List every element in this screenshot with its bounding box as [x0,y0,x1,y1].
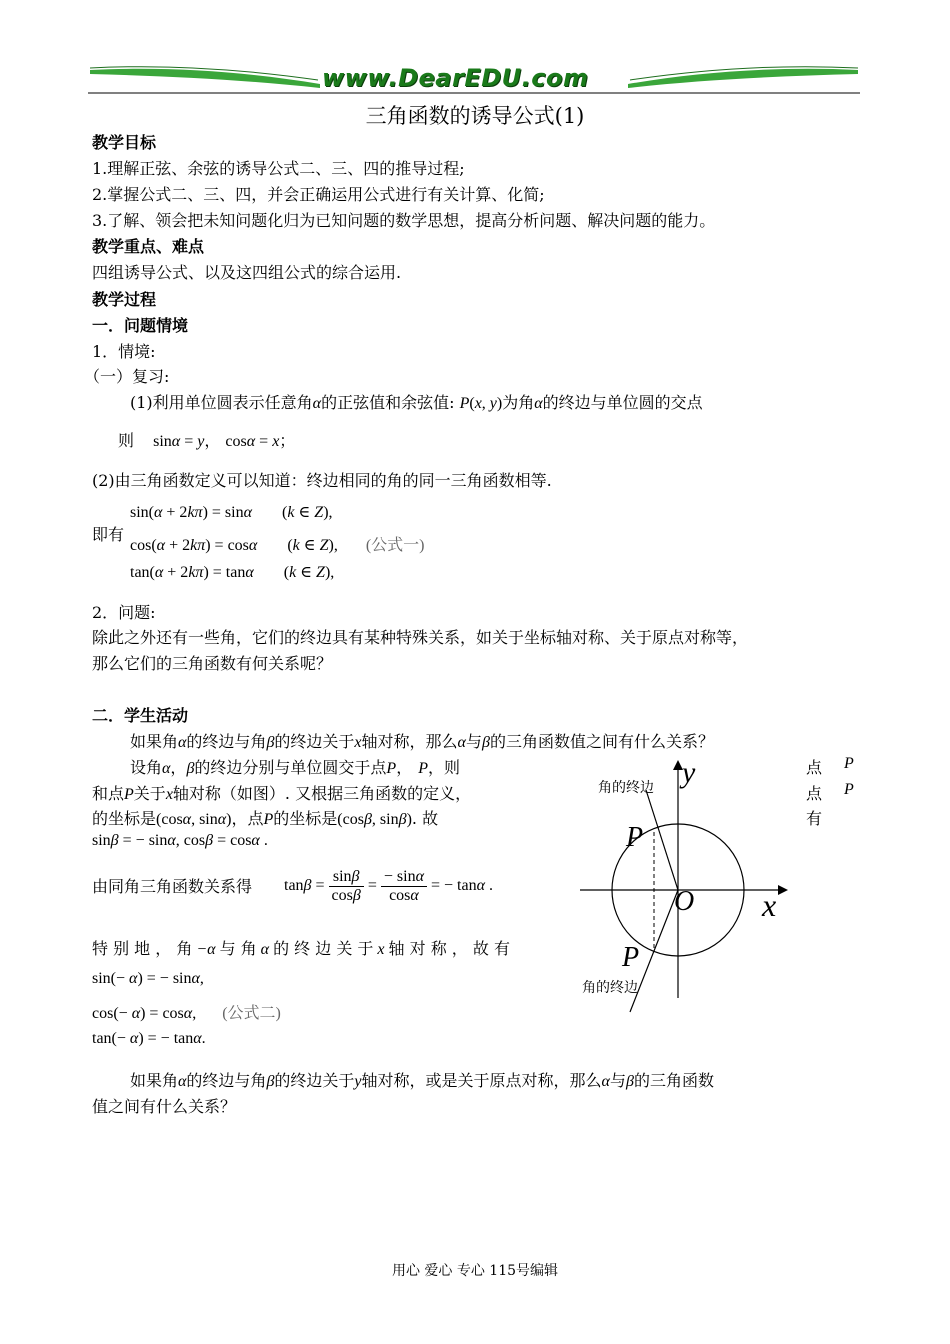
last-question-2: 值之间有什么关系？ [92,1097,237,1116]
p-label-bottom: P [622,942,640,973]
formula2-tan: tan(− α) = − tanα. [92,1030,206,1047]
review-line-1: (1)利用单位圆表示任意角α的正弦值和余弦值: P(x, y)为角α的终边与单位圆的交点 [130,393,703,412]
right-col-p: P [844,781,854,798]
formula2-sin: sin(− α) = − sinα, [92,970,204,987]
formula-sin: sin(α + 2kπ) = sinα (k ∈ Z), [130,504,333,521]
right-col-word: 点 [806,784,823,803]
goal-heading: 教学目标 [92,133,157,152]
right-col-p: P [844,755,854,772]
x-label: x [762,887,777,923]
terminal-label-top: 角的终边 [598,780,654,796]
unit-circle-diagram [570,760,810,1020]
right-col-word: 点 [806,758,823,777]
result-line: sinβ = − sinα, cosβ = cosα . [92,832,268,849]
review-label: （一）复习: [84,367,170,386]
special-line: 特 别 地 ， 角 −α 与 角 α 的 终 边 关 于 x 轴 对 称 ， 故 有 [92,939,510,958]
key-text: 四组诱导公式、以及这四组公式的综合运用. [92,263,402,282]
question-text: 除此之外还有一些角，它们的终边具有某种特殊关系，如关于坐标轴对称、关于原点对称等， [92,628,749,647]
key-heading: 教学重点、难点 [92,237,205,256]
ie-label: 即有 [92,525,125,544]
goal-item: 3.了解、领会把未知问题化归为已知问题的数学思想，提高分析问题、解决问题的能力。 [92,211,716,230]
same-angle-label: 由同角三角函数关系得 [92,877,253,896]
terminal-side-top [646,790,678,890]
page-footer: 用心 爱心 专心 115号编辑 [391,1263,559,1279]
formula2-cos: cos(− α) = cosα, (公式二) [92,1005,281,1022]
right-col-word: 有 [806,809,823,828]
set-line: 设角α，β的终边分别与单位圆交于点P， P，则 [130,758,461,777]
activity-line: 如果角α的终边与角β的终边关于x轴对称，那么α与β的三角函数值之间有什么关系？ [130,732,714,751]
question-label: 2．问题: [92,603,156,622]
formula-cos: cos(α + 2kπ) = cosα (k ∈ Z), (公式一) [130,537,425,554]
review-line-then: 则 sinα = y， cosα = x； [118,431,296,450]
tan-relation: tanβ = $\frac{\sin\beta}{\cos\beta}$ = $\frac{- \sin\alpha}{\cos\alpha}$ = − tanα . [284,868,493,904]
goal-item: 2.掌握公式二、三、四，并会正确运用公式进行有关计算、化简; [92,185,545,204]
question-text: 那么它们的三角函数有何关系呢？ [92,654,333,673]
p-label-top: P [626,822,644,853]
part2-heading: 二．学生活动 [92,706,189,725]
page-title: 三角函数的诱导公式(1) [365,104,585,128]
goal-item: 1.理解正弦、余弦的诱导公式二、三、四的推导过程; [92,159,465,178]
terminal-label-bottom: 角的终边 [582,980,638,996]
process-heading: 教学过程 [92,290,157,309]
site-logo-text: www.DearEDU.com [322,64,589,92]
and-line: 和点P关于x轴对称（如图）. 又根据三角函数的定义， [92,784,472,803]
coord-line: 的坐标是(cosα, sinα)，点P的坐标是(cosβ, sinβ). 故 [92,809,439,828]
formula-tan: tan(α + 2kπ) = tanα (k ∈ Z), [130,564,335,581]
y-label: y [682,760,696,789]
last-question: 如果角α的终边与角β的终边关于y轴对称，或是关于原点对称，那么α与β的三角函数 [130,1071,714,1090]
origin-label: O [674,886,695,917]
situation-label: 1．情境: [92,342,156,361]
x-arrow-icon [778,885,788,895]
review-line-2: (2)由三角函数定义可以知道：终边相同的角的同一三角函数相等. [92,471,552,490]
part1-heading: 一．问题情境 [92,316,189,335]
